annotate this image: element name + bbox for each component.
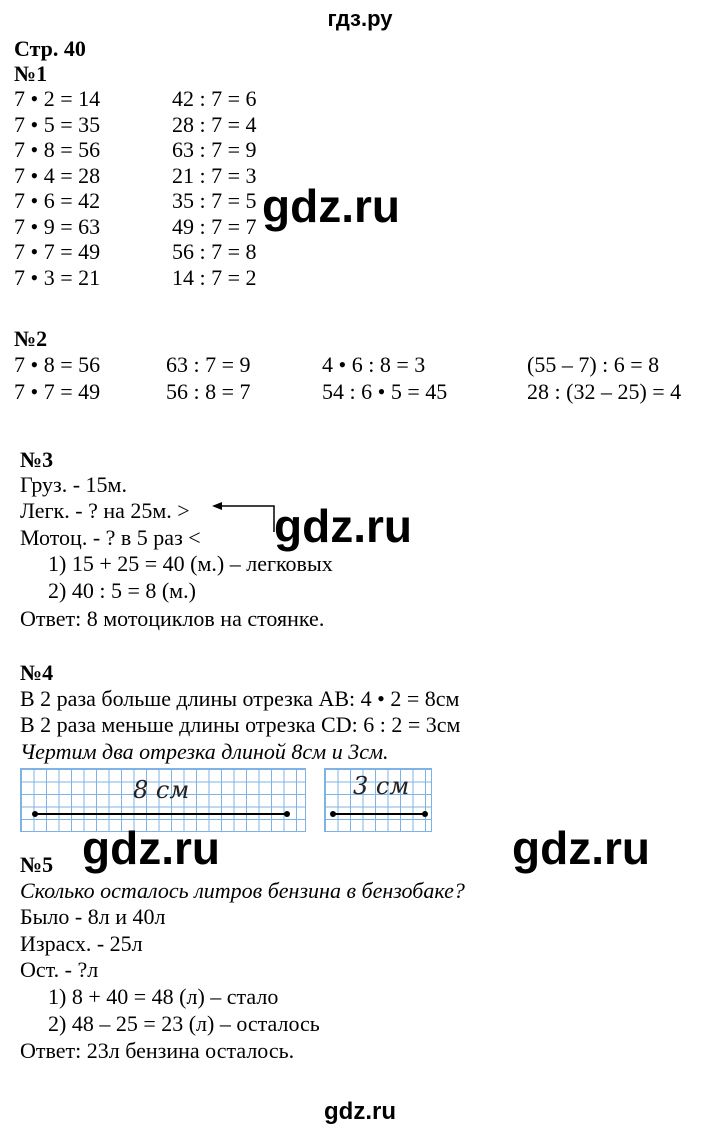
watermark: gdz.ru <box>82 822 220 874</box>
equation: 7 • 9 = 63 <box>14 213 101 239</box>
task-3-label: №3 <box>20 447 54 472</box>
segment-3cm-label: 3 см <box>353 772 410 800</box>
segment-end-point <box>284 811 290 817</box>
equation: 14 : 7 = 2 <box>172 264 257 290</box>
solution-step: 1) 15 + 25 = 40 (м.) – легковых <box>48 551 333 576</box>
segment-end-point <box>422 811 428 817</box>
equation: 7 • 7 = 49 <box>14 379 101 404</box>
question: Сколько осталось литров бензина в бензобаке? <box>20 878 465 903</box>
segment-8cm-label: 8 см <box>133 776 190 804</box>
condition-line: Груз. - 15м. <box>20 472 127 497</box>
task-2-label: №2 <box>14 326 48 351</box>
equation: (55 – 7) : 6 = 8 <box>527 352 660 377</box>
site-header: гдз.ру <box>327 6 393 31</box>
answer: Ответ: 23л бензина осталось. <box>20 1038 295 1063</box>
equation: 7 • 8 = 56 <box>14 352 101 377</box>
task-4-label: №4 <box>20 660 54 685</box>
equation: 7 • 4 = 28 <box>14 162 101 188</box>
task-1-left-column <box>14 86 100 290</box>
segment-8cm <box>35 813 287 815</box>
equation: 28 : (32 – 25) = 4 <box>527 379 682 404</box>
watermark: gdz.ru <box>274 500 412 552</box>
equation: 28 : 7 = 4 <box>172 111 257 137</box>
equation: 54 : 6 • 5 = 45 <box>322 379 448 404</box>
condition-line: Легк. - ? на 25м. > <box>20 498 190 523</box>
task-1-right-column <box>172 86 257 290</box>
equation: 21 : 7 = 3 <box>172 162 257 188</box>
condition-line: Ост. - ?л <box>20 957 99 982</box>
watermark: gdz.ru <box>262 180 400 232</box>
equation: 7 • 8 = 56 <box>14 137 101 162</box>
equation: 63 : 7 = 9 <box>166 352 251 377</box>
solution-line: В 2 раза больше длины отрезка АВ: 4 • 2 = 8см <box>20 686 460 711</box>
equation: 7 • 3 = 21 <box>14 264 101 290</box>
solution-line: В 2 раза меньше длины отрезка CD: 6 : 2 = 3см <box>20 712 461 737</box>
equation: 7 • 7 = 49 <box>14 239 101 264</box>
solution-step: 1) 8 + 40 = 48 (л) – стало <box>48 984 279 1009</box>
drawing-note: Чертим два отрезка длиной 8см и 3см. <box>20 739 389 764</box>
equation: 42 : 7 = 6 <box>172 86 257 111</box>
answer: Ответ: 8 мотоциклов на стоянке. <box>20 606 325 631</box>
segment-end-point <box>32 811 38 817</box>
equation: 7 • 5 = 35 <box>14 111 101 137</box>
condition-line: Было - 8л и 40л <box>20 904 166 929</box>
equation: 7 • 6 = 42 <box>14 188 101 213</box>
equation: 56 : 8 = 7 <box>166 379 251 404</box>
equation: 35 : 7 = 5 <box>172 188 257 213</box>
condition-line: Мотоц. - ? в 5 раз < <box>20 525 201 550</box>
task-5-label: №5 <box>20 852 54 877</box>
equation: 7 • 2 = 14 <box>14 86 101 111</box>
segment-end-point <box>330 811 336 817</box>
footer-watermark: gdz.ru <box>324 1098 396 1125</box>
equation: 4 • 6 : 8 = 3 <box>322 352 426 377</box>
solution-step: 2) 48 – 25 = 23 (л) – осталось <box>48 1011 320 1036</box>
solution-step: 2) 40 : 5 = 8 (м.) <box>48 578 196 603</box>
condition-line: Израсх. - 25л <box>20 931 143 956</box>
equation: 49 : 7 = 7 <box>172 213 257 239</box>
equation: 56 : 7 = 8 <box>172 239 257 264</box>
equation: 63 : 7 = 9 <box>172 137 257 162</box>
task-1-label: №1 <box>14 61 48 86</box>
page-title: Стр. 40 <box>14 36 86 61</box>
segment-3cm <box>333 813 425 815</box>
watermark: gdz.ru <box>512 822 650 874</box>
